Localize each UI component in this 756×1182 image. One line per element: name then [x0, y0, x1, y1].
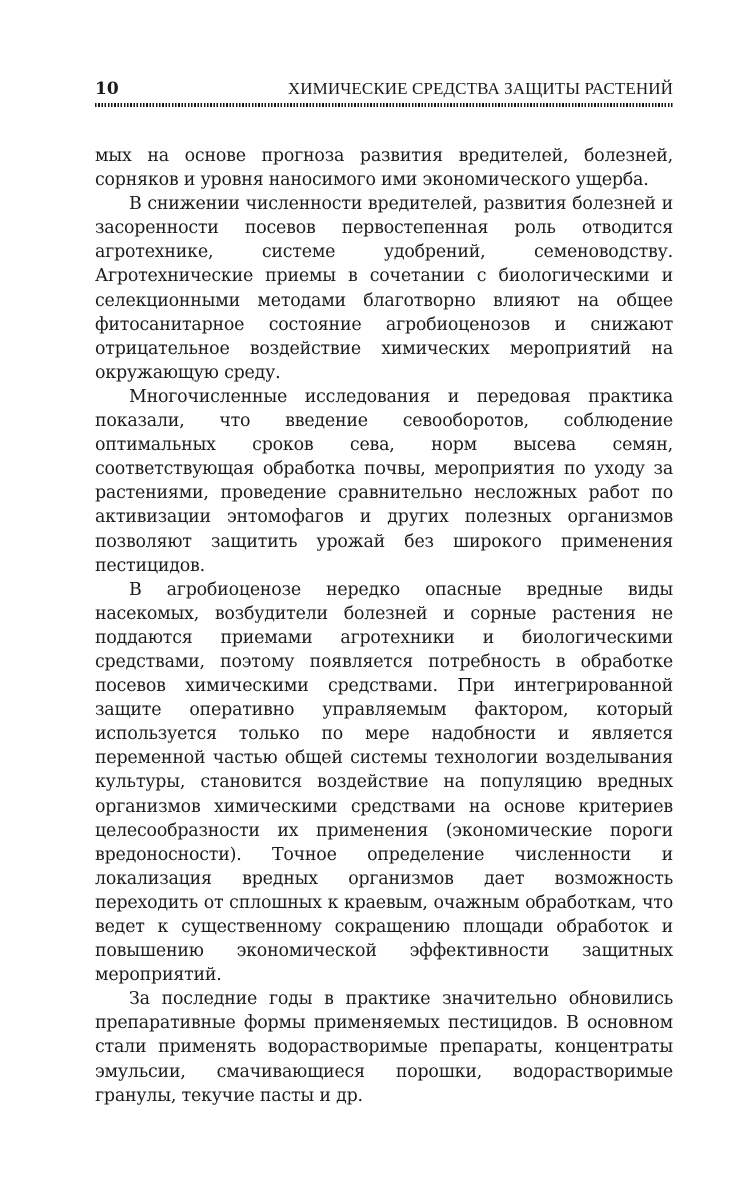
paragraph: В агробиоценозе нередко опасные вредные виды насекомых, возбудители болезней и сорные растения не поддаются приемами агротехники и биологическими средствами, поэтому появляется потребность в обработке посевов химическими средствами. При интегрированной защите оперативно управляемым фактором, который используется только по мере надобности и является переменной частью общей системы технологии возделывания культуры, становится воздействие на популяцию вредных организмов химическими средствами на основе критериев целесообразности их применения (экономические пороги вредоносности). Точное определение численности и локализация вредных организмов дает возможность переходить от сплошных к краевым, очажным обработкам, что ведет к существенному сокращению площади обработок и повышению экономической эффективности защитных мероприятий. — [95, 579, 673, 986]
paragraph-continuation: мых на основе прогноза развития вредителей, болезней, сорняков и уровня наносимого ими экономического ущерба. — [95, 146, 673, 191]
page-header — [95, 78, 673, 102]
page-number: 10 — [95, 79, 119, 99]
running-title: ХИМИЧЕСКИЕ СРЕДСТВА ЗАЩИТЫ РАСТЕНИЙ — [287, 79, 673, 98]
header-divider — [95, 103, 673, 107]
paragraph: В снижении численности вредителей, развития болезней и засоренности посевов первостепенная роль отводится агротехнике, системе удобрений, семеноводству. Агротехнические приемы в сочетании с биологическими и селекционными методами благотворно влияют на общее фитосанитарное состояние агробиоценозов и снижают отрицательное воздействие химических мероприятий на окружающую среду. — [95, 194, 673, 383]
paragraph: За последние годы в практике значительно обновились препаративные формы применяемых пестицидов. В основном стали применять водорастворимые препараты, концентраты эмульсии, смачивающиеся порошки, водорастворимые гранулы, текучие пасты и др. — [95, 989, 673, 1106]
body-text — [95, 144, 673, 1108]
paragraph: Многочисленные исследования и передовая практика показали, что введение севооборотов, соблюдение оптимальных сроков сева, норм высева семян, соответствующая обработка почвы, мероприятия по уходу за растениями, проведение сравнительно несложных работ по активизации энтомофагов и других полезных организмов позволяют защитить урожай без широкого применения пестицидов. — [95, 386, 673, 576]
